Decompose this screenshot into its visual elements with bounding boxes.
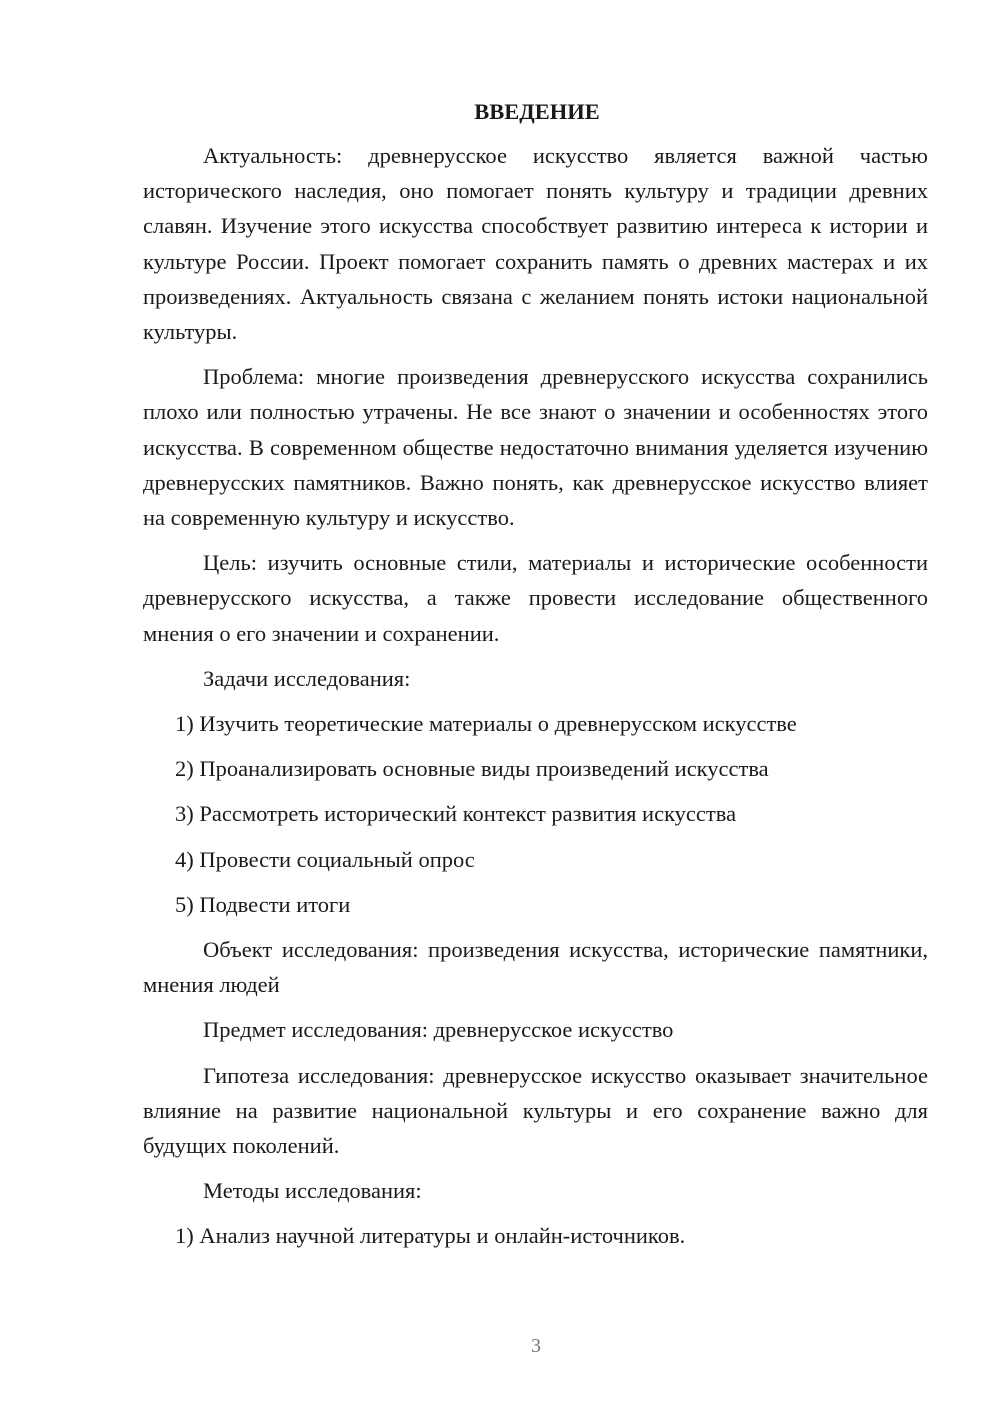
task-item: 3) Рассмотреть исторический контекст развития искусства (175, 801, 737, 827)
tasks-heading: Задачи исследования: (203, 665, 411, 691)
relevance-paragraph: Актуальность: древнерусское искусство является важной частью исторического наследия, оно помогает понять культуру и традиции древних славян. Изучение этого искусства способствует развитию интереса к истории и культуре России. Проект помогает сохранить память о древних мастерах и их произведениях. Актуальность связана с желанием понять истоки национальной культуры. (143, 143, 928, 345)
task-item: 5) Подвести итоги (175, 891, 351, 917)
object-paragraph: Объект исследования: произведения искусства, исторические памятники, мнения людей (143, 937, 928, 998)
hypothesis-paragraph: Гипотеза исследования: древнерусское искусство оказывает значительное влияние на развитие национальной культуры и его сохранение важно для будущих поколений. (143, 1062, 928, 1159)
methods-heading: Методы исследования: (203, 1178, 422, 1204)
problem-paragraph: Проблема: многие произведения древнерусского искусства сохранились плохо или полностью утрачены. Не все знают о значении и особенностях этого искусства. В современном обществе недостаточно внимания уделяется изучению древнерусских памятников. Важно понять, как древнерусское искусство влияет на современную культуру и искусство. (143, 364, 928, 531)
section-title: ВВЕДЕНИЕ (474, 99, 600, 124)
task-item: 1) Изучить теоретические материалы о древнерусском искусстве (175, 711, 797, 737)
page-content (143, 96, 928, 1264)
task-item: 4) Провести социальный опрос (175, 846, 475, 872)
goal-paragraph: Цель: изучить основные стили, материалы и исторические особенности древнерусского искусства, а также провести исследование общественного мнения о его значении и сохранении. (143, 550, 928, 646)
methods-list (143, 1218, 928, 1253)
page-number: 3 (531, 1335, 541, 1357)
method-item: 1) Анализ научной литературы и онлайн-источников. (175, 1223, 686, 1249)
tasks-list (143, 706, 928, 922)
subject-paragraph: Предмет исследования: древнерусское искусство (203, 1017, 674, 1043)
task-item: 2) Проанализировать основные виды произведений искусства (175, 756, 769, 782)
